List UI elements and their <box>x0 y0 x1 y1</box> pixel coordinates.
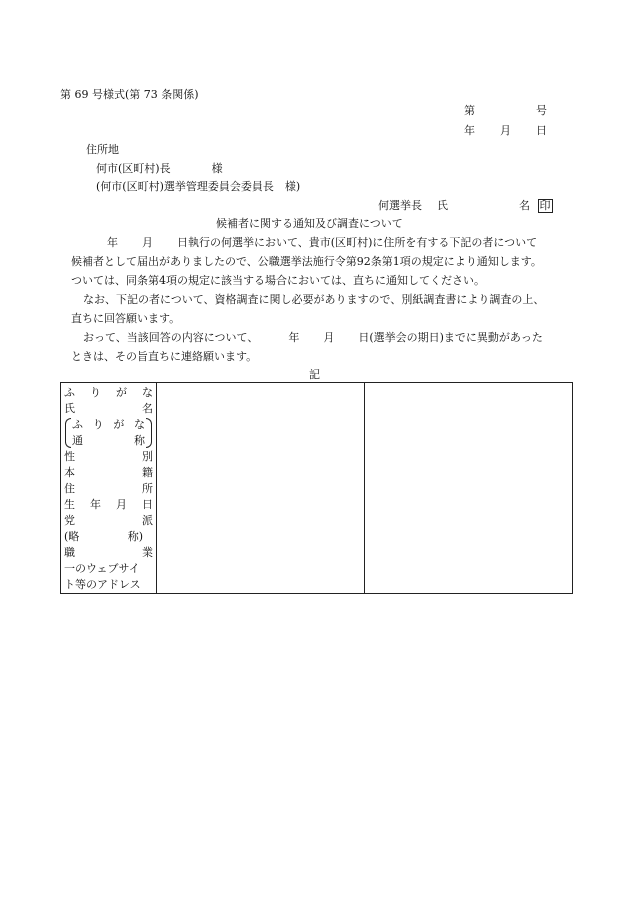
doc-number-suffix: 号 <box>536 104 547 117</box>
sender-name-label-1: 氏 <box>437 199 448 212</box>
p1-month: 月 <box>142 236 153 249</box>
label-web-1: 一のウェブサイ <box>64 562 140 575</box>
body-p1-l1 <box>107 236 537 250</box>
label-web-2: ト等のアドレス <box>64 578 141 591</box>
form-number: 第 69 号様式(第 73 条関係) <box>60 88 199 101</box>
recipient-mayor-honorific: 様 <box>211 162 223 175</box>
date-month: 月 <box>500 124 511 137</box>
body-p1-l3: ついては、同条第4項の規定に該当する場合においては、直ちに通知してください。 <box>71 274 485 287</box>
candidate-table <box>60 382 573 594</box>
date-day: 日 <box>536 124 547 137</box>
doc-title: 候補者に関する通知及び調査について <box>216 217 403 230</box>
label-occupation: 職 業 <box>64 546 153 559</box>
label-name: 氏 名 <box>64 402 153 415</box>
p3-start: おって、当該回答の内容について、 <box>83 331 259 344</box>
recipient-mayor-name: 何市(区町村)長 <box>96 162 171 175</box>
body-p3-l1 <box>83 331 543 345</box>
sender-title: 何選挙長 <box>378 199 422 212</box>
p3-rest: 日(選挙会の期日)までに異動があった <box>358 331 543 344</box>
sender-line <box>378 199 553 213</box>
sender-name-label-2: 名 <box>519 199 530 212</box>
p1-year: 年 <box>107 236 118 249</box>
recipient-mayor <box>96 162 223 176</box>
address-label: 住所地 <box>86 143 119 156</box>
recipient-committee: (何市(区町村)選挙管理委員会委員長 様) <box>96 180 301 193</box>
body-p2-l2: 直ちに回答願います。 <box>71 312 181 325</box>
seal-mark: 印 <box>539 199 551 212</box>
label-column <box>61 383 157 594</box>
ki-mark: 記 <box>309 368 320 381</box>
body-p1-l2: 候補者として届出がありましたので、公職選挙法施行令第92条第1項の規定により通知します。 <box>71 255 542 268</box>
label-tsusho-furigana: ふ り が な <box>72 418 145 431</box>
body-p3-l2: ときは、その旨直ちに連絡願います。 <box>71 350 258 363</box>
label-party: 党 派 <box>64 514 153 527</box>
doc-number-prefix: 第 <box>464 104 475 117</box>
label-furigana: ふ り が な <box>64 386 153 399</box>
label-address: 住 所 <box>64 482 153 495</box>
tsusho-bracket <box>72 417 145 449</box>
p3-year: 年 <box>288 331 300 344</box>
label-party-abbrev: (略 称) <box>64 530 143 543</box>
p3-month: 月 <box>323 331 335 344</box>
date-year: 年 <box>464 124 475 137</box>
label-sex: 性 別 <box>64 450 153 463</box>
body-p2-l1: なお、下記の者について、資格調査に関し必要がありますので、別紙調査書により調査の上、 <box>83 293 545 306</box>
label-tsusho: 通 称 <box>72 434 145 447</box>
p1-rest: 日執行の何選挙において、貴市(区町村)に住所を有する下記の者について <box>177 236 538 249</box>
label-birth: 生 年 月 日 <box>64 498 153 511</box>
label-honseki: 本 籍 <box>64 466 153 479</box>
candidate-cell-1[interactable] <box>157 383 365 594</box>
candidate-cell-2[interactable] <box>365 383 573 594</box>
